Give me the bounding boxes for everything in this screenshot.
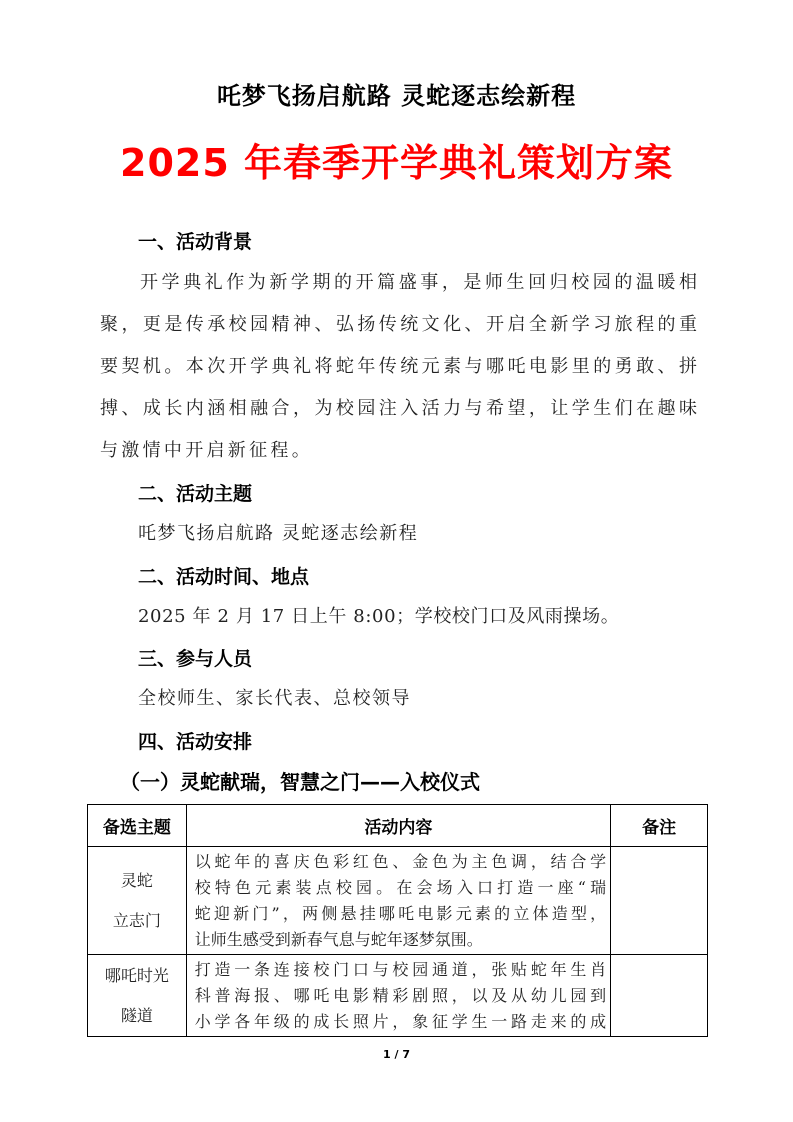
cell-note: [611, 847, 708, 955]
section-heading-theme: 二、活动主题: [138, 483, 253, 505]
section-heading-background: 一、活动背景: [138, 231, 253, 253]
table-header-row: [88, 805, 708, 847]
column-header-note: 备注: [611, 805, 708, 847]
page-indicator: 1 / 7: [383, 1048, 410, 1061]
column-header-theme: 备选主题: [88, 805, 187, 847]
cell-content: [186, 847, 610, 955]
paragraph-line: 要契机。本次开学典礼将蛇年传统元素与哪吒电影里的勇敢、拼: [100, 356, 697, 377]
column-header-content: 活动内容: [186, 805, 610, 847]
content-line: 科普海报、哪吒电影精彩剧照，以及从幼儿园到: [194, 985, 607, 1005]
section-heading-participants: 三、参与人员: [138, 648, 253, 670]
arrangement-table: [87, 804, 708, 1037]
content-line: 小学各年级的成长照片，象征学生一路走来的成: [194, 1011, 607, 1031]
document-title: 2025 年春季开学典礼策划方案: [120, 141, 673, 185]
table-row: [88, 955, 708, 1037]
subsection-heading-entry-ceremony: （一）灵蛇献瑞，智慧之门——入校仪式: [120, 770, 480, 794]
section-heading-time-place: 二、活动时间、地点: [138, 566, 310, 588]
paragraph-line: 搏、成长内涵相融合，为校园注入活力与希望，让学生们在趣味: [100, 398, 697, 419]
theme-line: 灵蛇: [120, 870, 153, 890]
content-line: 校特色元素装点校园。在会场入口打造一座“瑞: [194, 877, 607, 897]
theme-line: 隧道: [120, 1005, 153, 1025]
paragraph-line: 开学典礼作为新学期的开篇盛事，是师生回归校园的温暖相: [140, 272, 697, 293]
section-heading-arrangement: 四、活动安排: [138, 731, 253, 753]
content-line: 让师生感受到新春气息与蛇年逐梦氛围。: [194, 929, 483, 949]
content-line: 打造一条连接校门口与校园通道，张贴蛇年生肖: [194, 959, 607, 979]
table-row: [88, 847, 708, 955]
paragraph-line: 与激情中开启新征程。: [100, 440, 313, 461]
content-line: 蛇迎新门”，两侧悬挂哪吒电影元素的立体造型，: [194, 903, 607, 923]
participants-text: 全校师生、家长代表、总校领导: [138, 688, 411, 709]
time-place-text: 2025 年 2 月 17 日上午 8:00；学校校门口及风雨操场。: [138, 606, 620, 627]
cell-theme: [88, 955, 187, 1037]
theme-line: 立志门: [112, 910, 161, 930]
paragraph-line: 聚，更是传承校园精神、弘扬传统文化、开启全新学习旅程的重: [100, 314, 697, 335]
content-line: 以蛇年的喜庆色彩红色、金色为主色调，结合学: [194, 851, 607, 871]
cell-note: [611, 955, 708, 1037]
theme-line: 哪吒时光: [104, 965, 169, 985]
theme-text: 吒梦飞扬启航路 灵蛇逐志绘新程: [138, 523, 419, 544]
cell-content: [186, 955, 610, 1037]
document-subtitle: 吒梦飞扬启航路 灵蛇逐志绘新程: [216, 82, 577, 110]
cell-theme: [88, 847, 187, 955]
